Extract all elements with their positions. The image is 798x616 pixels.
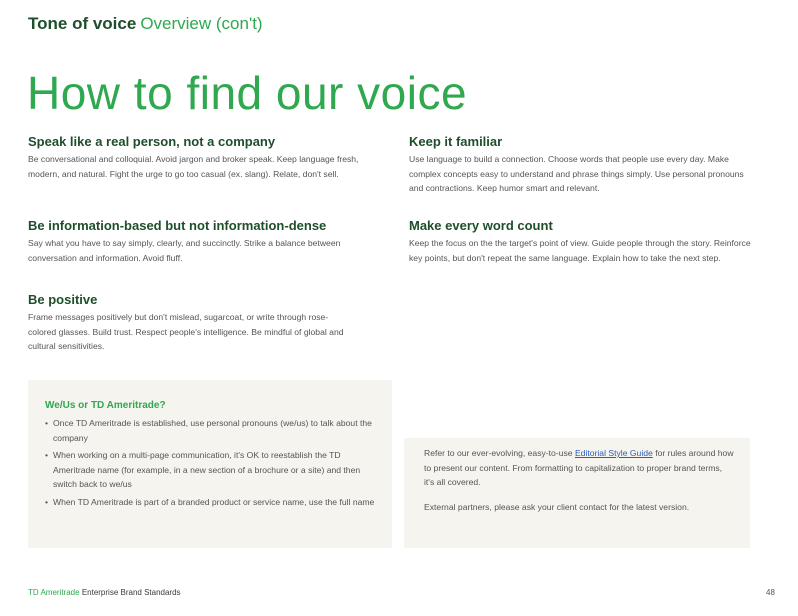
section-every-word bbox=[409, 218, 754, 265]
section-body: Say what you have to say simply, clearly, and succinctly. Strike a balance between conversation and information. Avoid fluff. bbox=[28, 238, 341, 263]
section-heading: Keep it familiar bbox=[409, 134, 503, 149]
refer-text: Refer to our ever-evolving, easy-to-use Editorial Style Guide for rules around how to present our content. From formatting to capitalization to proper brand terms, it's all covered. bbox=[424, 448, 734, 487]
editorial-style-guide-link[interactable]: Editorial Style Guide bbox=[574, 448, 653, 458]
page-number: 48 bbox=[766, 588, 775, 597]
section-familiar bbox=[409, 134, 749, 196]
page-title: How to find our voice bbox=[27, 67, 468, 119]
section-heading: Be positive bbox=[28, 292, 98, 307]
section-body: Frame messages positively but don't mislead, sugarcoat, or write through rose-colored glasses. Build trust. Respect people's intelligence. Be mindful of global and cultural sensitivities. bbox=[28, 312, 344, 351]
footer-text: Enterprise Brand Standards bbox=[81, 588, 181, 597]
footer-brand: TD Ameritrade bbox=[28, 588, 80, 597]
section-heading: Make every word count bbox=[409, 218, 553, 233]
callout-title: We/Us or TD Ameritrade? bbox=[45, 400, 166, 411]
section-body: Use language to build a connection. Choose words that people use every day. Make complex concepts easy to understand and phrase things simply. Use personal pronouns and contractions. Keep humor smart and relevant. bbox=[409, 154, 744, 193]
section-heading: Be information-based but not information-dense bbox=[28, 218, 327, 233]
section-info bbox=[28, 218, 378, 265]
section-speak bbox=[28, 134, 378, 181]
list-item: • Once TD Ameritrade is established, use personal pronouns (we/us) to talk about the company bbox=[45, 416, 381, 445]
section-header bbox=[28, 14, 263, 34]
partners-note: External partners, please ask your client contact for the latest version. bbox=[424, 501, 690, 512]
section-body: Be conversational and colloquial. Avoid jargon and broker speak. Keep language fresh, modern, and natural. Fight the urge to go too casual (ex. slang). Relate, don't sell. bbox=[28, 154, 359, 179]
section-body: Keep the focus on the the target's point of view. Guide people through the story. Reinforce key points, but don't repeat the same language. Explain how to take the next step. bbox=[409, 238, 751, 263]
callout-box bbox=[28, 380, 392, 548]
footer bbox=[28, 588, 181, 597]
callout-list bbox=[45, 416, 381, 512]
section-heading: Speak like a real person, not a company bbox=[28, 134, 276, 149]
header-title: Tone of voice bbox=[28, 14, 137, 33]
section-positive bbox=[28, 292, 353, 354]
refer-box bbox=[404, 438, 750, 548]
list-item: • When TD Ameritrade is part of a branded product or service name, use the full name bbox=[45, 495, 381, 510]
header-subtitle: Overview (con't) bbox=[140, 14, 263, 33]
list-item: • When working on a multi-page communication, it's OK to reestablish the TD Ameritrade name (for example, in a new section of a brochure or a site) and then switch back to we/us bbox=[45, 448, 381, 492]
